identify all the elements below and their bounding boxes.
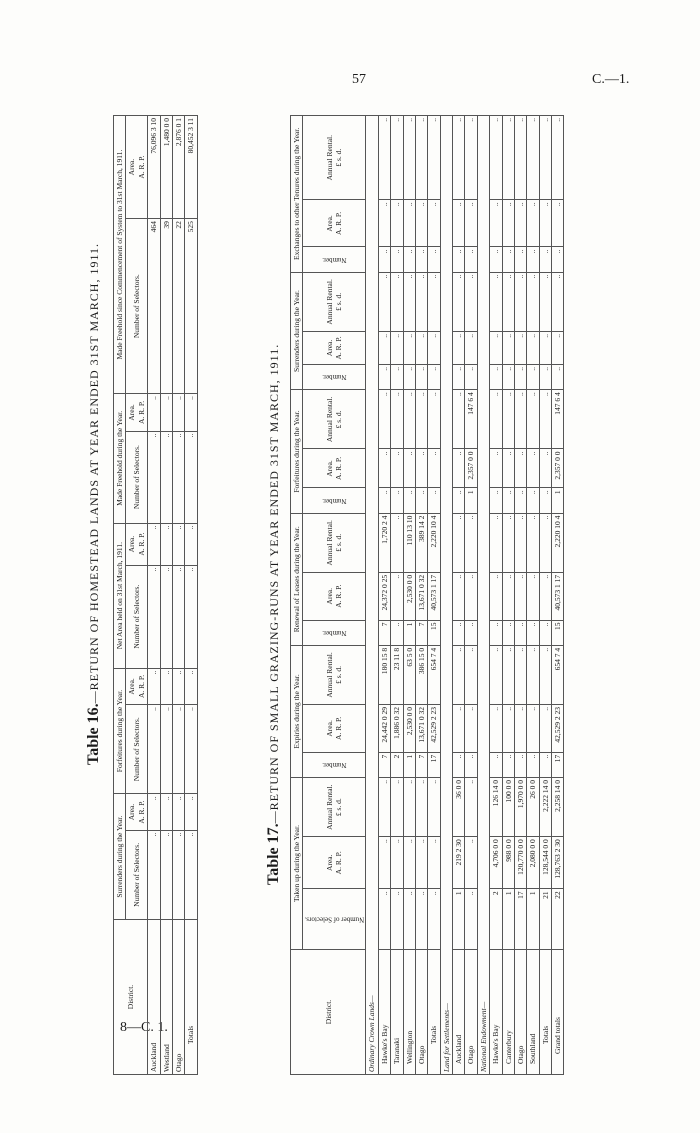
renewal-area: 24,372 0 25: [378, 572, 390, 620]
table-row: Wellington .. .. .. 1 2,530 0 0 63 5 0 1 2,530 0 0 110 13 10 .. .. .. .. .. .. .. .. ..: [403, 116, 415, 1075]
renewal-area-grand: 40,573 1 17: [552, 572, 564, 620]
t17-sub-lsd: £ s. d.: [334, 148, 344, 167]
table17-label: Table 17.: [265, 823, 282, 885]
t16-sub-area-label: Area.: [127, 803, 137, 821]
table17-title: [265, 344, 283, 885]
district-name: Westland: [160, 920, 172, 1075]
t17-sub-rental: [303, 645, 366, 704]
t17-sub-number-text: Number.: [322, 496, 347, 505]
t16-sub-area-label: Area.: [127, 404, 137, 421]
t17-sub-arp: A. R. P.: [334, 716, 344, 740]
t17-sub-lsd: £ s. d.: [334, 798, 344, 817]
grand-totals-label: Grand totals: [552, 950, 564, 1075]
renewal-area-total: 40,573 1 17: [428, 572, 440, 620]
t17-col-renewal: Renewal of Leases during the Year.: [291, 513, 303, 645]
renewal-number: 1: [403, 620, 415, 645]
t16-col-net-area: Net Area held on 31st March, 1911.: [114, 523, 126, 668]
table-row: Taranaki .. .. .. 2 1,886 0 32 23 11 8 .. .. .. .. .. .. .. .. .. .. .. ..: [391, 116, 403, 1075]
taken-up-rental: 1,970 0 0: [514, 778, 526, 837]
expiries-number: 7: [415, 752, 427, 777]
t17-sub-rental-label: Annual Rental.: [325, 784, 334, 830]
table17: [290, 115, 564, 1075]
taken-up-number-grand: 22: [552, 889, 564, 950]
t16-sub-area-label: Area.: [127, 678, 137, 695]
t17-sub-rental-label: Annual Rental.: [325, 135, 334, 181]
expiries-area: 13,671 0 32: [415, 705, 427, 753]
selectors-count: 464: [148, 219, 160, 394]
taken-up-rental-grand: 2,258 14 0: [552, 778, 564, 837]
t17-sub-arp: A. R. P.: [334, 336, 344, 360]
t17-sub-area: [303, 449, 366, 488]
taken-up-rental-total: 2,222 14 0: [539, 778, 551, 837]
t17-sub-number: [303, 752, 366, 777]
t16-sub-arp: A. R. P.: [136, 674, 146, 698]
group-header-row: [477, 116, 489, 1075]
table-row: Auckland .. .. .. .. .. .. .. .. 464 76,096 3 10: [148, 116, 160, 1075]
area-total: 80,452 3 11: [185, 116, 197, 219]
t17-sub-lsd: £ s. d.: [334, 410, 344, 429]
table-row: Southland 1 2,080 0 0 26 0 0 .. .. .. .. .. .. .. .. .. .. .. .. .. .. ..: [527, 116, 539, 1075]
expiries-area: 24,442 0 29: [378, 705, 390, 753]
taken-up-number: 1: [453, 889, 465, 950]
t16-sub-area-label: Area.: [127, 158, 137, 176]
totals-row: Totals 21 128,544 0 0 2,222 14 0 .. .. .. .. .. .. .. .. .. .. .. .. .. .. ..: [539, 116, 551, 1075]
totals-label: Totals: [428, 950, 440, 1075]
page-number: 57: [352, 72, 366, 87]
expiries-number: 2: [391, 752, 403, 777]
renewal-rental-total: 2,220 10 4: [428, 513, 440, 572]
renewal-area: 13,671 0 32: [415, 572, 427, 620]
taken-up-area-grand: 128,763 2 30: [552, 837, 564, 889]
t16-sub-area: [126, 668, 148, 704]
area-value: 76,096 3 10: [148, 116, 160, 219]
t17-sub-lsd: £ s. d.: [334, 666, 344, 684]
district-name: Otago: [465, 950, 477, 1075]
district-name: Otago: [514, 950, 526, 1075]
taken-up-number: 1: [527, 889, 539, 950]
t17-sub-rental: [303, 116, 366, 200]
table-row: Otago .. .. .. .. .. .. .. .. 22 2,876 0 1: [172, 116, 184, 1075]
t17-sub-rental: [303, 513, 366, 572]
t17-sub-number: [303, 247, 366, 272]
t16-col-district: District.: [114, 920, 148, 1075]
t17-sub-rental: [303, 390, 366, 449]
taken-up-area-total: 128,544 0 0: [539, 837, 551, 889]
t16-sub-selectors: Number of Selectors.: [126, 431, 148, 523]
taken-up-rental: 100 0 0: [502, 778, 514, 837]
t17-sub-area-label: Area.: [325, 854, 334, 871]
t17-sub-lsd: £ s. d.: [334, 292, 344, 311]
renewal-number: 7: [378, 620, 390, 645]
group-name: Land for Settlements—: [440, 116, 452, 1075]
expiries-rental: 23 11 8: [391, 645, 403, 704]
table-row: Otago 17 120,770 0 0 1,970 0 0 .. .. .. .. .. .. .. .. .. .. .. .. .. .. ..: [514, 116, 526, 1075]
totals-label: Totals: [185, 920, 197, 1075]
group-header-row: [440, 116, 452, 1075]
rotated-page-content: [85, 115, 655, 1075]
grand-totals-row: Grand totals 22 128,763 2 30 2,258 14 0 17 42,529 2 23 654 7 4 15 40,573 1 17 2,220 10 4 1 2,357 0 0 147 6 4 .. .. .. .. .. ..: [552, 116, 564, 1075]
taken-up-area: 120,770 0 0: [514, 837, 526, 889]
renewal-number: 7: [415, 620, 427, 645]
t16-sub-area: [126, 794, 148, 830]
t16-sub-arp: A. R. P.: [136, 800, 146, 824]
renewal-number-total: 15: [428, 620, 440, 645]
t17-sub-number-text: Number.: [322, 629, 347, 638]
t16-sub-arp: A. R. P.: [136, 532, 146, 556]
t17-sub-number-text: Number.: [322, 761, 347, 770]
district-name: Otago: [172, 920, 184, 1075]
t17-sub-lsd: £ s. d.: [334, 533, 344, 552]
t16-sub-arp: A. R. P.: [136, 155, 146, 179]
taken-up-number: 17: [514, 889, 526, 950]
t16-sub-selectors: Number of Selectors.: [126, 705, 148, 794]
t17-sub-number: [303, 488, 366, 513]
t17-sub-arp: A. R. P.: [334, 851, 344, 875]
taken-up-area: 219 2 30: [453, 837, 465, 889]
group-name: National Endowment—: [477, 116, 489, 1075]
expiries-number: 1: [403, 752, 415, 777]
t17-sub-number: [303, 620, 366, 645]
forfeitures-rental-grand: 147 6 4: [552, 390, 564, 449]
expiries-rental: 180 15 8: [378, 645, 390, 704]
district-name: Southland: [527, 950, 539, 1075]
t17-col-district: District.: [291, 950, 366, 1075]
expiries-area-grand: 42,529 2 23: [552, 705, 564, 753]
t17-sub-area-label: Area.: [325, 720, 334, 737]
taken-up-area: 2,080 0 0: [527, 837, 539, 889]
t17-col-exchanges: Exchanges to other Tenures during the Year.: [291, 116, 303, 273]
selectors-count: 22: [172, 219, 184, 394]
t16-sub-area: [126, 394, 148, 432]
t17-sub-area-label: Area.: [325, 215, 334, 232]
taken-up-rental: 26 0 0: [527, 778, 539, 837]
group-name: Ordinary Crown Lands—: [366, 116, 378, 1075]
renewal-number-grand: 15: [552, 620, 564, 645]
t17-sub-rental-label: Annual Rental.: [325, 652, 334, 698]
district-name: Auckland: [148, 920, 160, 1075]
t17-sub-number: [303, 364, 366, 389]
totals-row: Totals .. .. .. .. .. .. .. .. 525 80,452 3 11: [185, 116, 197, 1075]
table16-label: Table 16.: [85, 703, 102, 765]
district-name: Otago: [415, 950, 427, 1075]
t16-sub-arp: A. R. P.: [136, 400, 146, 424]
taken-up-rental: 36 0 0: [453, 778, 465, 837]
t16-col-made-freehold-since: Made Freehold since Commencement of System to 31st March, 1911.: [114, 116, 126, 394]
t17-col-surrenders: Surrenders during the Year.: [291, 272, 303, 390]
table-row: Hawke's Bay .. .. .. 7 24,442 0 29 180 15 8 7 24,372 0 25 1,720 2 4 .. .. .. .. .. .. .. .. ..: [378, 116, 390, 1075]
expiries-rental-total: 654 7 4: [428, 645, 440, 704]
t17-sub-area: [303, 837, 366, 889]
table-row: Westland .. .. .. .. .. .. .. .. 39 1,480 0 0: [160, 116, 172, 1075]
t17-sub-area: [303, 705, 366, 753]
t17-sub-arp: A. R. P.: [334, 211, 344, 235]
t17-sub-rental-label: Annual Rental.: [325, 279, 334, 325]
taken-up-number-total: 21: [539, 889, 551, 950]
taken-up-number: 2: [490, 889, 502, 950]
t17-sub-area-label: Area.: [325, 460, 334, 477]
t17-sub-rental: [303, 778, 366, 837]
district-name: Canterbury: [502, 950, 514, 1075]
renewal-rental-grand: 2,220 10 4: [552, 513, 564, 572]
district-name: Hawke's Bay: [378, 950, 390, 1075]
group-header-row: [366, 116, 378, 1075]
totals-row: Totals .. .. .. 17 42,529 2 23 654 7 4 15 40,573 1 17 2,220 10 4 .. .. .. .. .. .. .. .. ..: [428, 116, 440, 1075]
expiries-number-grand: 17: [552, 752, 564, 777]
forfeitures-area-grand: 2,357 0 0: [552, 449, 564, 488]
area-value: 2,876 0 1: [172, 116, 184, 219]
page-footer-code: 8—C. 1.: [120, 1020, 168, 1035]
taken-up-area: 988 0 0: [502, 837, 514, 889]
expiries-rental-grand: 654 7 4: [552, 645, 564, 704]
taken-up-rental: 126 14 0: [490, 778, 502, 837]
t17-sub-area-label: Area.: [325, 587, 334, 605]
table-row: Auckland 1 219 2 30 36 0 0 .. .. .. .. .. .. .. .. .. .. .. .. .. .. ..: [453, 116, 465, 1075]
area-value: 1,480 0 0: [160, 116, 172, 219]
t16-sub-selectors: Number of Selectors.: [126, 565, 148, 668]
t17-col-expiries: Expiries during the Year.: [291, 645, 303, 777]
expiries-rental: 386 15 0: [415, 645, 427, 704]
t17-sub-rental-label: Annual Rental.: [325, 396, 334, 443]
t16-sub-selectors: Number of Selectors.: [126, 219, 148, 394]
renewal-area: 2,530 0 0: [403, 572, 415, 620]
t16-sub-selectors: Number of Selectors.: [126, 830, 148, 919]
t17-sub-rental-label: Annual Rental.: [325, 520, 334, 566]
page-code: C.—1.: [592, 72, 630, 87]
table17-heading: —RETURN OF SMALL GRAZING-RUNS AT YEAR ENDED 31ST MARCH, 1911.: [267, 343, 281, 824]
t16-col-made-freehold: Made Freehold during the Year.: [114, 394, 126, 523]
expiries-number-total: 17: [428, 752, 440, 777]
table-row: Otago .. .. .. .. .. .. .. .. .. 1 2,357 0 0 147 6 4 .. .. .. .. .. ..: [465, 116, 477, 1075]
expiries-area-total: 42,529 2 23: [428, 705, 440, 753]
table-row: Otago .. .. .. 7 13,671 0 32 386 15 0 7 13,671 0 32 389 14 2 .. .. .. .. .. .. .. .. ..: [415, 116, 427, 1075]
t17-sub-arp: A. R. P.: [334, 456, 344, 480]
renewal-rental: 389 14 2: [415, 513, 427, 572]
selectors-count: 39: [160, 219, 172, 394]
table16-title: [85, 243, 103, 765]
t17-sub-rental: [303, 272, 366, 331]
expiries-rental: 63 5 0: [403, 645, 415, 704]
taken-up-area: 4,706 0 0: [490, 837, 502, 889]
t17-sub-area: [303, 200, 366, 247]
forfeitures-rental: 147 6 4: [465, 390, 477, 449]
expiries-number: 7: [378, 752, 390, 777]
t16-sub-area-label: Area.: [127, 535, 137, 553]
t17-sub-number-text: Number.: [322, 255, 347, 264]
renewal-rental: 110 13 10: [403, 513, 415, 572]
table-row: Hawke's Bay 2 4,706 0 0 126 14 0 .. .. .. .. .. .. .. .. .. .. .. .. .. .. ..: [490, 116, 502, 1075]
forfeitures-area: 2,357 0 0: [465, 449, 477, 488]
district-name: Hawke's Bay: [490, 950, 502, 1075]
renewal-rental: 1,720 2 4: [378, 513, 390, 572]
t17-sub-selectors-text: Number of Selectors.: [304, 915, 365, 924]
expiries-area: 1,886 0 32: [391, 705, 403, 753]
totals-label: Totals: [539, 950, 551, 1075]
t17-col-forfeitures: Forfeitures during the Year.: [291, 390, 303, 513]
district-name: Auckland: [453, 950, 465, 1075]
t17-sub-selectors: [303, 889, 366, 950]
forfeitures-number: 1: [465, 488, 477, 513]
t16-col-forfeitures: Forfeitures during the Year.: [114, 668, 126, 794]
table16: [113, 115, 198, 1075]
t17-col-taken-up: Taken up during the Year.: [291, 778, 303, 950]
t17-sub-area-label: Area.: [325, 339, 334, 357]
district-name: Wellington: [403, 950, 415, 1075]
taken-up-number: 1: [502, 889, 514, 950]
t16-sub-area: [126, 523, 148, 565]
forfeitures-number-grand: 1: [552, 488, 564, 513]
t16-sub-area: [126, 116, 148, 219]
table16-heading: —RETURN OF HOMESTEAD LANDS AT YEAR ENDED 31ST MARCH, 1911.: [87, 242, 101, 704]
t16-col-surrenders: Surrenders during the Year.: [114, 794, 126, 920]
t17-sub-area: [303, 331, 366, 364]
table-row: Canterbury 1 988 0 0 100 0 0 .. .. .. .. .. .. .. .. .. .. .. .. .. .. ..: [502, 116, 514, 1075]
t17-sub-number-text: Number.: [322, 373, 347, 382]
t17-sub-area: [303, 572, 366, 620]
district-name: Taranaki: [391, 950, 403, 1075]
selectors-total: 525: [185, 219, 197, 394]
expiries-area: 2,530 0 0: [403, 705, 415, 753]
t17-sub-arp: A. R. P.: [334, 584, 344, 608]
